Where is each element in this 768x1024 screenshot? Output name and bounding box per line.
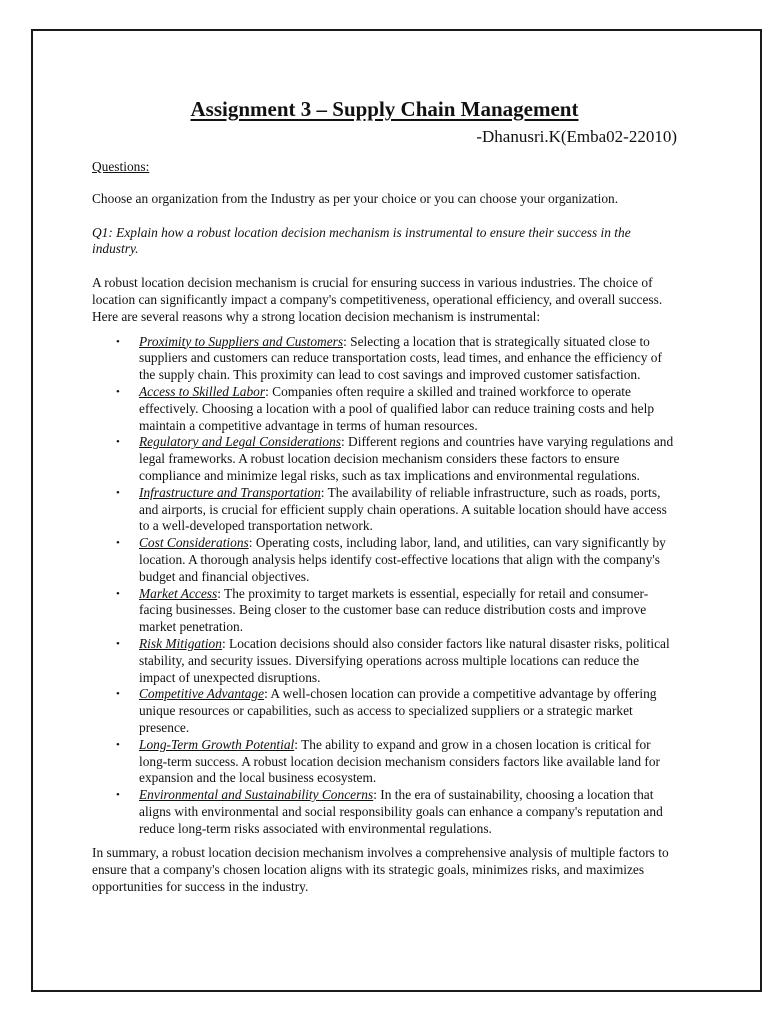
bullet-term: Infrastructure and Transportation: [139, 484, 321, 500]
author-line: -Dhanusri.K(Emba02-22010): [476, 127, 677, 146]
bullet-icon: •: [116, 587, 120, 600]
bullet-term: Proximity to Suppliers and Customers: [139, 333, 344, 349]
list-item: [92, 334, 677, 384]
bullet-text: : Companies often require a skilled and trained workforce to operate effectively. Choosing a location with a pool of qualified labor can reduce training costs and help maintain a competitive advantage in terms of human resources.: [139, 383, 655, 433]
reasons-list: [92, 334, 677, 838]
bullet-icon: •: [116, 738, 120, 751]
bullet-term: Long-Term Growth Potential: [139, 736, 295, 752]
bullet-icon: •: [116, 486, 120, 499]
bullet-icon: •: [116, 436, 120, 449]
bullet-text: : The proximity to target markets is essential, especially for retail and consumer-facing businesses. Being closer to the customer base can reduce distribution costs and improve market penetration.: [139, 585, 649, 635]
bullet-text: : In the era of sustainability, choosing a location that aligns with environmental and social responsibility goals can enhance a company's reputation and reduce long-term risks associated with environmental regulations.: [139, 787, 663, 836]
bullet-icon: •: [116, 637, 120, 650]
list-item: [92, 686, 677, 736]
document-title: Assignment 3 – Supply Chain Management: [190, 97, 579, 121]
list-item: [92, 434, 677, 484]
bullet-term: Risk Mitigation: [139, 635, 222, 651]
bullet-icon: •: [116, 335, 120, 348]
bullet-text: : Operating costs, including labor, land, and utilities, can vary significantly by location. A thorough analysis helps identify cost-effective locations that align with the company's budget and financial objectives.: [139, 535, 666, 584]
question-text: Q1: Explain how a robust location decision mechanism is instrumental to ensure their success in the industry.: [92, 224, 631, 257]
list-item: [92, 737, 677, 787]
list-item: [92, 485, 677, 535]
bullet-term: Environmental and Sustainability Concerns: [139, 787, 374, 803]
bullet-icon: •: [116, 385, 120, 398]
list-item: [92, 535, 677, 585]
list-item: [92, 384, 677, 434]
questions-heading: Questions:: [92, 159, 150, 174]
bullet-term: Market Access: [139, 585, 218, 601]
list-item: [92, 636, 677, 686]
bullet-icon: •: [116, 789, 120, 802]
bullet-term: Regulatory and Legal Considerations: [139, 434, 341, 450]
bullet-term: Cost Considerations: [139, 535, 249, 551]
bullet-icon: •: [116, 537, 120, 550]
bullet-term: Competitive Advantage: [139, 686, 265, 702]
bullet-icon: •: [116, 688, 120, 701]
bullet-term: Access to Skilled Labor: [139, 383, 266, 399]
bullet-text: : Location decisions should also consider factors like natural disaster risks, political stability, and security issues. Diversifying operations across multiple locations can reduce the impact of unexpected disruptions.: [139, 635, 670, 685]
bullet-text: : The ability to expand and grow in a chosen location is critical for long-term success. A robust location decision mechanism considers factors like available land for expansion and the local business ecosystem.: [139, 736, 660, 786]
bullet-text: : A well-chosen location can provide a competitive advantage by offering unique resources or capabilities, such as access to specialized suppliers or a strategic market presence.: [139, 686, 657, 735]
list-item: [92, 787, 677, 837]
bullet-text: : The availability of reliable infrastructure, such as roads, ports, and airports, is crucial for efficient supply chain operations. A suitable location should have access to a well-developed transportation network.: [139, 484, 667, 534]
list-item: [92, 586, 677, 636]
document-body: [92, 96, 677, 896]
bullet-text: : Selecting a location that is strategically situated close to suppliers and customers can reduce transportation costs, lead times, and enhance the efficiency of the supply chain. This proximity can lead to cost savings and improved customer satisfaction.: [139, 333, 662, 383]
instruction-text: Choose an organization from the Industry as per your choice or you can choose your organization.: [92, 190, 619, 206]
summary-paragraph: In summary, a robust location decision mechanism involves a comprehensive analysis of multiple factors to ensure that a company's chosen location aligns with its strategic goals, minimizes risks, and maximizes opportunities for success in the industry.: [92, 845, 669, 895]
bullet-text: : Different regions and countries have varying regulations and legal frameworks. A robust location decision mechanism considers these factors to ensure compliance and minimize legal risks, such as tax implications and environmental regulations.: [139, 434, 674, 483]
intro-paragraph: A robust location decision mechanism is crucial for ensuring success in various industries. The choice of location can significantly impact a company's competitiveness, operational efficiency, and overall success. Here are several reasons why a strong location decision mechanism is instrumental:: [92, 275, 663, 324]
